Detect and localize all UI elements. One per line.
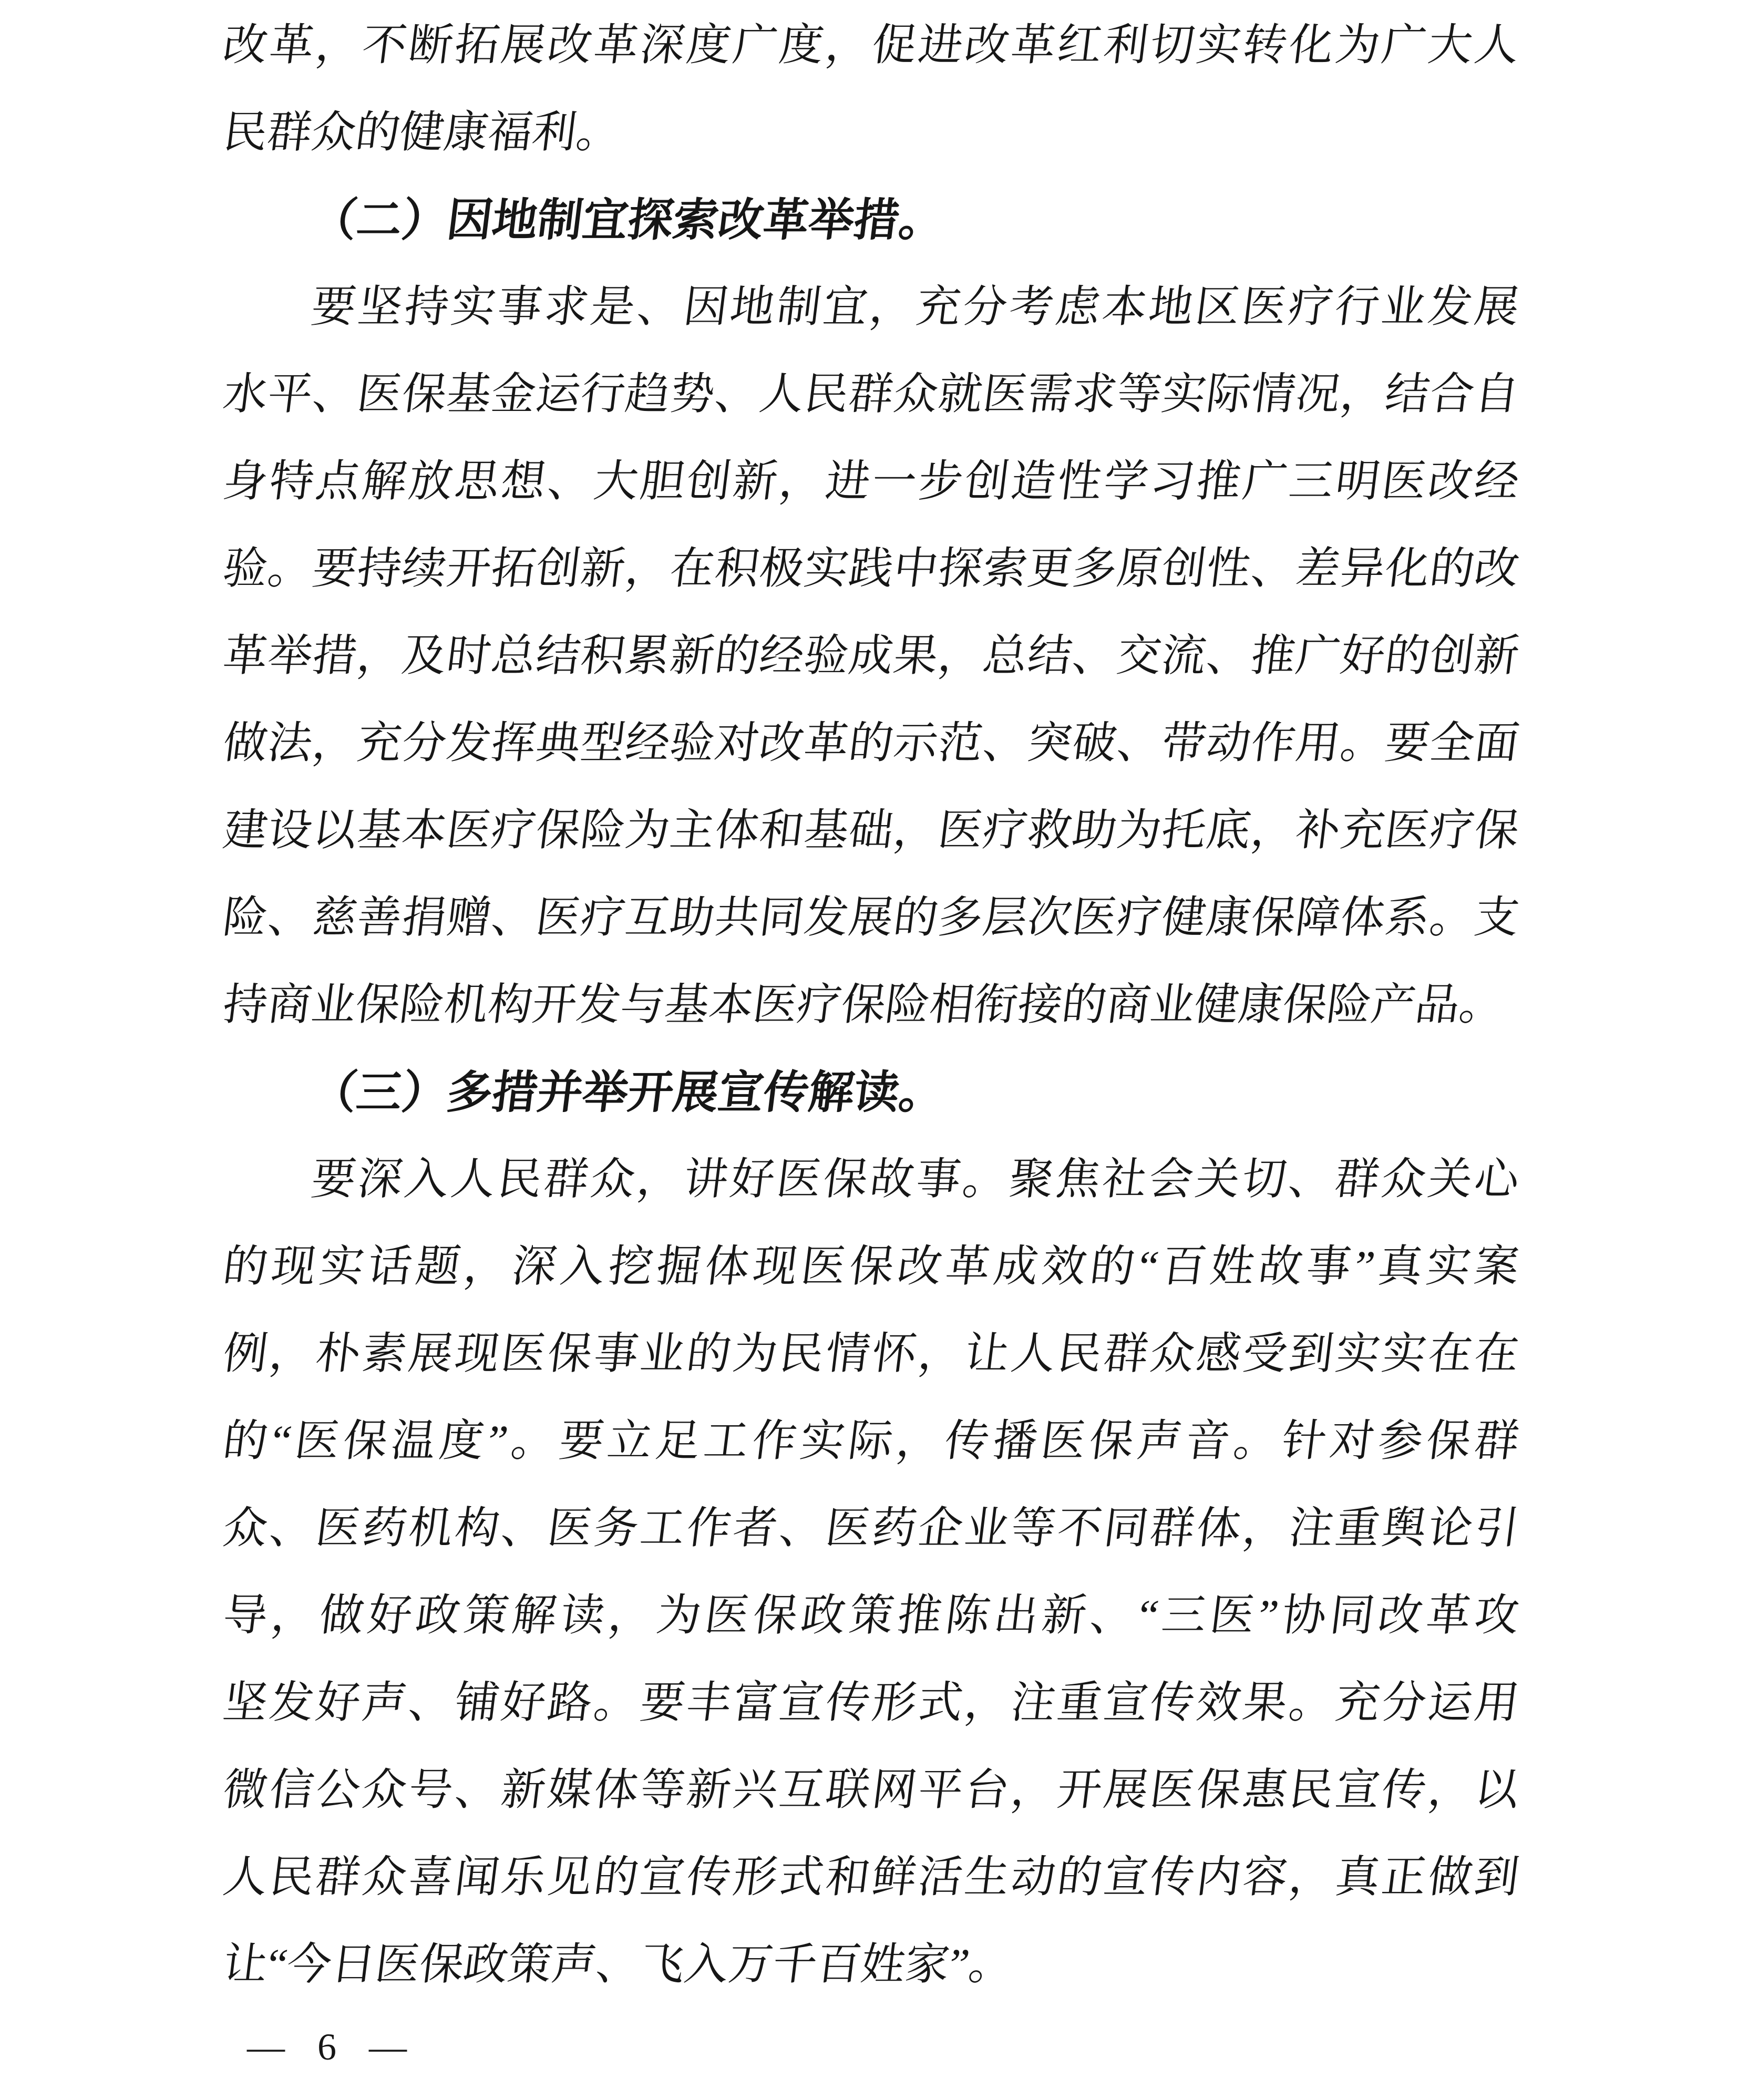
text-line: 众、医药机构、医务工作者、医药企业等不同群体，注重舆论引 — [220, 1504, 1522, 1553]
text-line: 微信公众号、新媒体等新兴互联网平台，开展医保惠民宣传，以 — [220, 1766, 1522, 1815]
text-line: 让“今日医保政策声、飞入万千百姓家”。 — [220, 1940, 1016, 1989]
text-line: 导，做好政策解读，为医保政策推陈出新、“三医”协同改革攻 — [220, 1591, 1522, 1640]
text-line: 建设以基本医疗保险为主体和基础，医疗救助为托底，补充医疗保 — [220, 806, 1522, 855]
text-line: 验。要持续开拓创新，在积极实践中探索更多原创性、差异化的改 — [220, 544, 1522, 593]
text-line: 民群众的健康福利。 — [220, 108, 624, 157]
text-line: 要深入人民群众，讲好医保故事。聚焦社会关切、群众关心 — [308, 1155, 1522, 1204]
text-line: 的现实话题，深入挖掘体现医保改革成效的“百姓故事”真实案 — [220, 1242, 1522, 1291]
text-line: 做法，充分发挥典型经验对改革的示范、突破、带动作用。要全面 — [220, 719, 1522, 768]
page-number: — 6 — — [247, 2026, 418, 2068]
document-body — [220, 2, 1522, 2009]
section-heading: （二）因地制宜探索改革举措。 — [308, 195, 948, 245]
text-line: 改革，不断拓展改革深度广度，促进改革红利切实转化为广大人 — [220, 21, 1522, 70]
text-line: 要坚持实事求是、因地制宜，充分考虑本地区医疗行业发展 — [308, 283, 1522, 332]
text-line: 身特点解放思想、大胆创新，进一步创造性学习推广三明医改经 — [220, 457, 1522, 506]
text-line: 坚发好声、铺好路。要丰富宣传形式，注重宣传效果。充分运用 — [220, 1679, 1522, 1727]
text-line: 例，朴素展现医保事业的为民情怀，让人民群众感受到实实在在 — [220, 1330, 1522, 1378]
text-line: 持商业保险机构开发与基本医疗保险相衔接的商业健康保险产品。 — [220, 981, 1507, 1030]
text-line: 水平、医保基金运行趋势、人民群众就医需求等实际情况，结合自 — [220, 370, 1522, 419]
text-line: 险、慈善捐赠、医疗互助共同发展的多层次医疗健康保障体系。支 — [220, 893, 1522, 942]
text-line: 的“医保温度”。要立足工作实际，传播医保声音。针对参保群 — [220, 1417, 1522, 1466]
section-heading: （三）多措并举开展宣传解读。 — [308, 1067, 948, 1118]
text-line: 革举措，及时总结积累新的经验成果，总结、交流、推广好的创新 — [220, 632, 1522, 681]
text-line: 人民群众喜闻乐见的宣传形式和鲜活生动的宣传内容，真正做到 — [220, 1853, 1522, 1902]
